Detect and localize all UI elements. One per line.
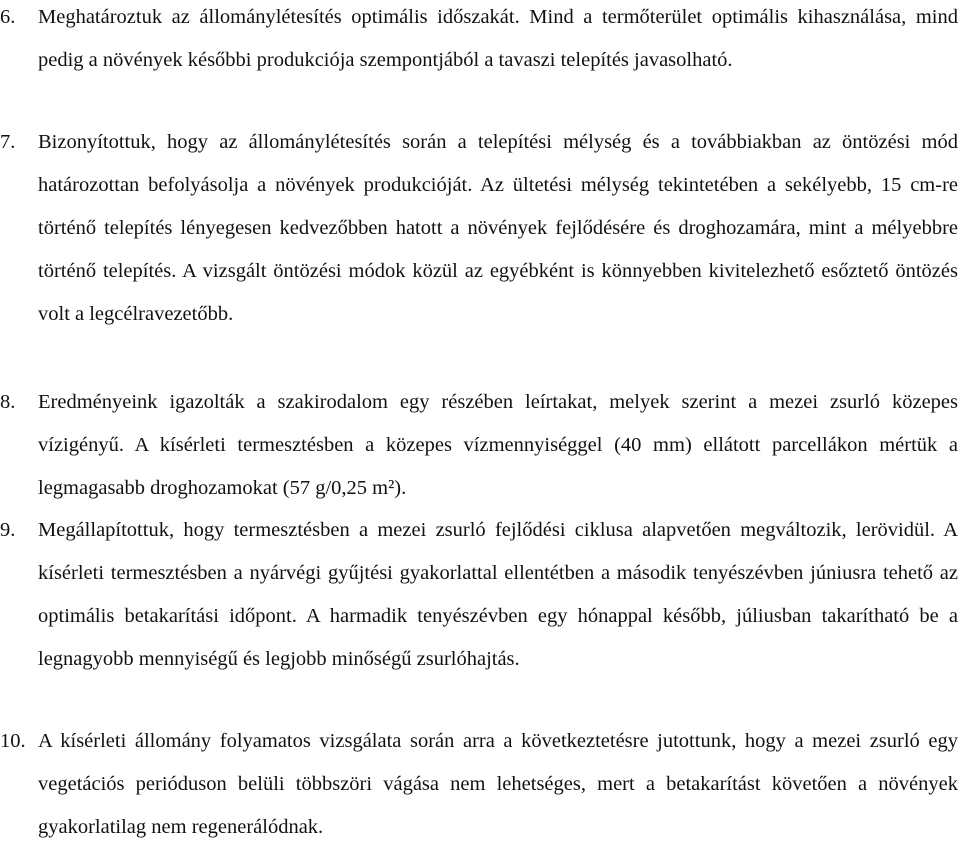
list-item-8 [0, 381, 958, 510]
list-item-number: 10. [0, 730, 26, 752]
list-item-number: 8. [0, 391, 16, 413]
list-item-number: 7. [0, 131, 16, 153]
list-item-text: Megállapítottuk, hogy termesztésben a mezei zsurló fejlődési ciklusa alapvetően megváltozik, lerövidül. A kísérleti termesztésben a nyárvégi gyűjtési gyakorlattal ellentétben a második tenyészévben júniusra tehető az optimális betakarítási időpont. A harmadik tenyészévben egy hónappal később, júliusban takarítható be a legnagyobb mennyiségű és legjobb minőségű zsurlóhajtás. [38, 519, 958, 670]
list-item-text: Bizonyítottuk, hogy az állománylétesítés során a telepítési mélység és a továbbiakban az öntözési mód határozottan befolyásolja a növények produkcióját. Az ültetési mélység tekintetében a sekélyebb, 15 cm-re történő telepítés lényegesen kedvezőbben hatott a növények fejlődésére és droghozamára, mint a mélyebbre történő telepítés. A vizsgált öntözési módok közül az egyébként is könnyebben kivitelezhető esőztető öntözés volt a legcélravezetőbb. [38, 131, 958, 325]
list-item-10 [0, 720, 958, 849]
list-item-number: 9. [0, 519, 16, 541]
list-item-text: Meghatároztuk az állománylétesítés optimális időszakát. Mind a termőterület optimális kihasználása, mind pedig a növények későbbi produkciója szempontjából a tavaszi telepítés javasolható. [38, 6, 958, 71]
list-item-text: Eredményeink igazolták a szakirodalom egy részében leírtakat, melyek szerint a mezei zsurló közepes vízigényű. A kísérleti termesztésben a közepes vízmennyiséggel (40 mm) ellátott parcellákon mértük a legmagasabb droghozamokat (57 g/0,25 m²). [38, 391, 958, 499]
list-item-9 [0, 509, 958, 681]
list-item-6 [0, 0, 958, 82]
list-item-7 [0, 121, 958, 336]
list-item-text: A kísérleti állomány folyamatos vizsgálata során arra a következtetésre jutottunk, hogy a mezei zsurló egy vegetációs perióduson belüli többszöri vágása nem lehetséges, mert a betakarítást követően a növények gyakorlatilag nem regenerálódnak. [38, 730, 958, 838]
list-item-number: 6. [0, 6, 16, 28]
